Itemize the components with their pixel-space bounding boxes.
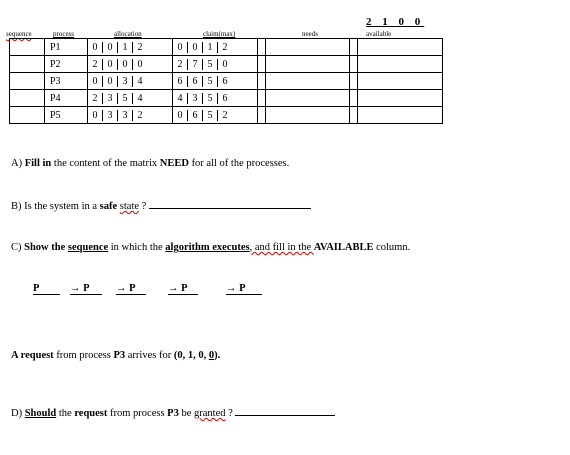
allocation-value: 0: [102, 59, 117, 70]
process-cell: P4: [45, 90, 88, 107]
spacer-cell: [258, 73, 266, 90]
sequence-step-5[interactable]: → P: [226, 283, 262, 295]
question-b: B) Is the system in a safe state ?: [11, 201, 311, 212]
allocation-cell: [88, 90, 173, 107]
claim-value: 2: [177, 58, 183, 70]
claim-value: 0: [187, 42, 202, 53]
sequence-cell[interactable]: [10, 90, 45, 107]
sequence-step-3[interactable]: → P: [116, 283, 146, 295]
question-d: D) Should the request from process P3 be granted ?: [11, 408, 335, 419]
claim-cell: [173, 56, 258, 73]
initial-available-vector: 2 1 0 0: [366, 16, 425, 28]
allocation-cell: [88, 56, 173, 73]
allocation-value: 0: [92, 41, 98, 53]
allocation-value: 2: [92, 58, 98, 70]
claim-value: 6: [217, 76, 232, 87]
allocation-value: 3: [102, 93, 117, 104]
claim-value: 6: [177, 75, 183, 87]
allocation-value: 3: [102, 110, 117, 121]
allocation-value: 0: [117, 59, 132, 70]
question-a: A) Fill in the content of the matrix NEED for all of the processes.: [11, 158, 290, 169]
allocation-cell: [88, 107, 173, 124]
allocation-value: 4: [132, 76, 147, 87]
allocation-value: 0: [92, 75, 98, 87]
allocation-cell: [88, 39, 173, 56]
claim-value: 6: [187, 110, 202, 121]
allocation-value: 1: [117, 42, 132, 53]
allocation-value: 0: [102, 42, 117, 53]
allocation-cell: [88, 73, 173, 90]
header-allocation: allocation: [114, 30, 142, 38]
process-cell: P3: [45, 73, 88, 90]
claim-value: 7: [187, 59, 202, 70]
process-row: [10, 90, 443, 107]
answer-blank-b[interactable]: [149, 208, 311, 209]
spacer-cell: [258, 107, 266, 124]
need-cell[interactable]: [266, 90, 350, 107]
claim-value: 5: [202, 93, 217, 104]
allocation-value: 2: [132, 110, 147, 121]
sequence-answer-line: [33, 283, 262, 295]
allocation-value: 0: [92, 109, 98, 121]
allocation-value: 3: [117, 76, 132, 87]
allocation-value: 3: [117, 110, 132, 121]
claim-value: 6: [217, 93, 232, 104]
available-cell[interactable]: [358, 73, 443, 90]
spacer-cell: [350, 107, 358, 124]
header-available: available: [366, 30, 392, 38]
allocation-value: 0: [102, 76, 117, 87]
available-cell[interactable]: [358, 56, 443, 73]
spacer-cell: [350, 73, 358, 90]
allocation-value: 0: [132, 59, 147, 70]
claim-value: 2: [217, 110, 232, 121]
claim-value: 0: [177, 41, 183, 53]
header-process: process: [53, 30, 74, 38]
header-sequence: sequence: [6, 30, 32, 38]
need-cell[interactable]: [266, 39, 350, 56]
claim-cell: [173, 73, 258, 90]
claim-value: 6: [187, 76, 202, 87]
claim-value: 0: [177, 109, 183, 121]
sequence-step-2[interactable]: → P: [70, 283, 102, 295]
header-needs: needs: [302, 30, 318, 38]
answer-blank-d[interactable]: [235, 415, 335, 416]
claim-value: 2: [217, 42, 232, 53]
claim-value: 0: [217, 59, 232, 70]
claim-value: 3: [187, 93, 202, 104]
claim-value: 4: [177, 92, 183, 104]
process-row: [10, 39, 443, 56]
process-row: [10, 107, 443, 124]
sequence-cell[interactable]: [10, 73, 45, 90]
sequence-cell[interactable]: [10, 107, 45, 124]
claim-cell: [173, 90, 258, 107]
sequence-step-1[interactable]: P: [33, 283, 60, 295]
need-cell[interactable]: [266, 73, 350, 90]
sequence-cell[interactable]: [10, 56, 45, 73]
process-row: [10, 73, 443, 90]
sequence-cell[interactable]: [10, 39, 45, 56]
available-cell[interactable]: [358, 107, 443, 124]
allocation-value: 2: [92, 92, 98, 104]
spacer-cell: [350, 90, 358, 107]
request-statement: A request from process P3 arrives for (0, 1, 0, 0).: [11, 350, 221, 361]
claim-value: 1: [202, 42, 217, 53]
need-cell[interactable]: [266, 107, 350, 124]
process-row: [10, 56, 443, 73]
available-cell[interactable]: [358, 39, 443, 56]
available-cell[interactable]: [358, 90, 443, 107]
claim-value: 5: [202, 110, 217, 121]
allocation-value: 2: [132, 42, 147, 53]
spacer-cell: [258, 39, 266, 56]
allocation-value: 4: [132, 93, 147, 104]
claim-cell: [173, 39, 258, 56]
process-cell: P5: [45, 107, 88, 124]
process-cell: P1: [45, 39, 88, 56]
spacer-cell: [350, 39, 358, 56]
question-c: C) Show the sequence in which the algorithm executes, and fill in the AVAILABLE column.: [11, 242, 411, 253]
process-cell: P2: [45, 56, 88, 73]
allocation-value: 5: [117, 93, 132, 104]
header-claim: claim(max): [203, 30, 236, 38]
need-cell[interactable]: [266, 56, 350, 73]
spacer-cell: [258, 90, 266, 107]
claim-value: 5: [202, 59, 217, 70]
claim-value: 5: [202, 76, 217, 87]
spacer-cell: [258, 56, 266, 73]
sequence-step-4[interactable]: → P: [168, 283, 198, 295]
claim-cell: [173, 107, 258, 124]
process-matrix-table: [9, 38, 443, 124]
spacer-cell: [350, 56, 358, 73]
